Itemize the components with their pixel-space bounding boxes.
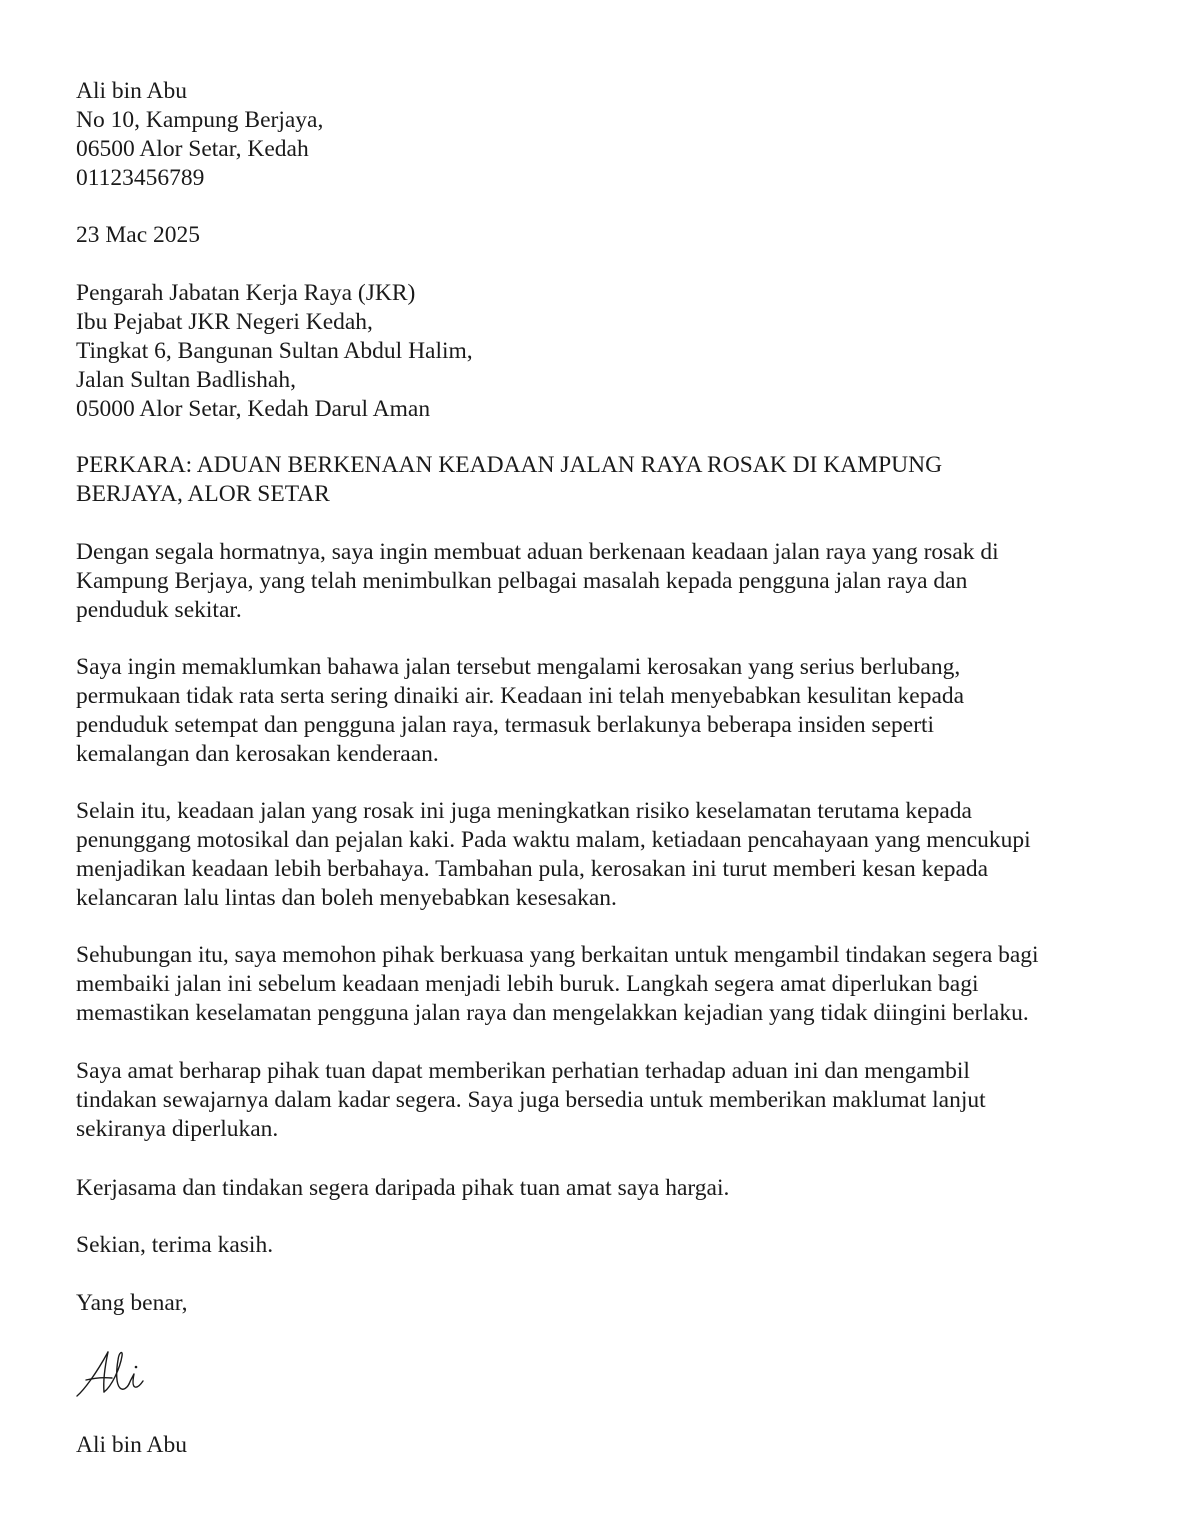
- sender-name: Ali bin Abu: [76, 78, 187, 104]
- paragraph-line: penunggang motosikal dan pejalan kaki. Pada waktu malam, ketiadaan pencahayaan yang mencukupi: [76, 827, 1031, 853]
- subject-block: [76, 451, 1136, 509]
- recipient-line: Jalan Sultan Badlishah,: [76, 367, 296, 393]
- sender-phone: 01123456789: [76, 165, 205, 191]
- paragraph-line: Saya amat berharap pihak tuan dapat memberikan perhatian terhadap aduan ini dan mengambil: [76, 1058, 970, 1084]
- sender-address-line1: No 10, Kampung Berjaya,: [76, 107, 324, 133]
- paragraph-line: kemalangan dan kerosakan kenderaan.: [76, 741, 439, 767]
- signatory-block: [76, 1431, 1136, 1460]
- closing-thanks-block: [76, 1231, 1136, 1260]
- paragraph-line: permukaan tidak rata serta sering dinaiki air. Keadaan ini telah menyebabkan kesulitan kepada: [76, 683, 965, 709]
- paragraph-line: Kampung Berjaya, yang telah menimbulkan pelbagai masalah kepada pengguna jalan raya dan: [76, 568, 968, 594]
- sender-address-line2: 06500 Alor Setar, Kedah: [76, 136, 309, 162]
- body-paragraph-4: [76, 941, 1136, 1028]
- letter-date-block: [76, 221, 1136, 250]
- subject-line: BERJAYA, ALOR SETAR: [76, 481, 330, 507]
- signature-graphic: [74, 1346, 164, 1404]
- valediction-block: [76, 1289, 1136, 1318]
- paragraph-line: menjadikan keadaan lebih berbahaya. Tambahan pula, kerosakan ini turut memberi kesan kepada: [76, 856, 989, 882]
- recipient-block: [76, 279, 1136, 424]
- valediction: Yang benar,: [76, 1290, 188, 1316]
- paragraph-line: Saya ingin memaklumkan bahawa jalan tersebut mengalami kerosakan yang serius berlubang,: [76, 654, 961, 680]
- recipient-line: Ibu Pejabat JKR Negeri Kedah,: [76, 309, 373, 335]
- paragraph-line: Selain itu, keadaan jalan yang rosak ini juga meningkatkan risiko keselamatan terutama kepada: [76, 798, 972, 824]
- paragraph-line: membaiki jalan ini sebelum keadaan menjadi lebih buruk. Langkah segera amat diperlukan bagi: [76, 971, 979, 997]
- handwritten-signature: [74, 1346, 164, 1404]
- paragraph-line: Kerjasama dan tindakan segera daripada pihak tuan amat saya hargai.: [76, 1175, 730, 1201]
- body-paragraph-5: [76, 1057, 1136, 1144]
- paragraph-line: penduduk sekitar.: [76, 597, 242, 623]
- recipient-line: 05000 Alor Setar, Kedah Darul Aman: [76, 396, 431, 422]
- paragraph-line: sekiranya diperlukan.: [76, 1116, 279, 1142]
- paragraph-line: kelancaran lalu lintas dan boleh menyebabkan kesesakan.: [76, 885, 617, 911]
- letter-date: 23 Mac 2025: [76, 222, 201, 248]
- paragraph-line: memastikan keselamatan pengguna jalan raya dan mengelakkan kejadian yang tidak diingini berlaku.: [76, 1000, 1029, 1026]
- body-paragraph-1: [76, 538, 1136, 625]
- closing-thanks: Sekian, terima kasih.: [76, 1232, 274, 1258]
- paragraph-line: Dengan segala hormatnya, saya ingin membuat aduan berkenaan keadaan jalan raya yang rosak di: [76, 539, 999, 565]
- paragraph-line: penduduk setempat dan pengguna jalan raya, termasuk berlakunya beberapa insiden seperti: [76, 712, 935, 738]
- body-paragraph-2: [76, 653, 1136, 769]
- paragraph-line: tindakan sewajarnya dalam kadar segera. Saya juga bersedia untuk memberikan maklumat lanjut: [76, 1087, 986, 1113]
- body-paragraph-3: [76, 797, 1136, 913]
- recipient-line: Tingkat 6, Bangunan Sultan Abdul Halim,: [76, 338, 473, 364]
- signatory-name: Ali bin Abu: [76, 1432, 187, 1458]
- recipient-line: Pengarah Jabatan Kerja Raya (JKR): [76, 280, 416, 306]
- subject-line: PERKARA: ADUAN BERKENAAN KEADAAN JALAN RAYA ROSAK DI KAMPUNG: [76, 452, 943, 478]
- paragraph-line: Sehubungan itu, saya memohon pihak berkuasa yang berkaitan untuk mengambil tindakan segera bagi: [76, 942, 1039, 968]
- sender-block: [76, 77, 1136, 193]
- body-paragraph-6: [76, 1174, 1136, 1203]
